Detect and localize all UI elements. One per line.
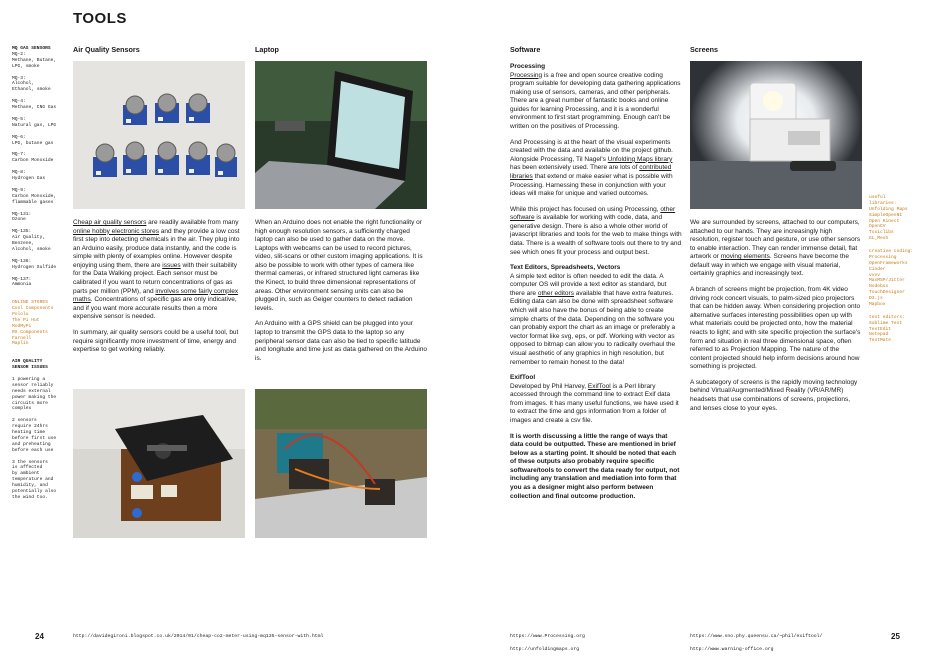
footer-url-unfolding[interactable]: http://unfoldingmaps.org bbox=[510, 647, 580, 652]
software-paragraph-3 bbox=[510, 206, 682, 257]
laptop-paragraph-2: An Arduino with a GPS shield can be plugged into your laptop to transmit the GPS data to the laptop so any peripheral sensor data can also be tied to specific latitude and longitude and time just as data gathered on the Arduino is. bbox=[255, 320, 428, 362]
gas-sensor-item: MQ-8: Hydrogen Gas bbox=[12, 170, 46, 181]
software-paragraph-1 bbox=[510, 72, 682, 132]
air-quality-heading: Air Quality Sensors bbox=[73, 45, 140, 54]
screens-text bbox=[690, 219, 862, 420]
text-span: available that have extra features. Editing data can also be done with spreadsheet software which will also have the bonus of being able to create simple charts of the data. Depending on the software you can probably export the chart as an image or preferably a vector format like svg, eps, or pdf. Working with vector as opposed to bitmap can allow you to radically overhaul the visual aesthetic of any graphics in high resolution, but remember to remain honest to the data! bbox=[510, 289, 676, 366]
creative-coding-list: creative coding: Processing OpenFrameworks Cinder vvvv MaxMSP/Jitter Nodebox TouchDesigner D3.js Mapbox bbox=[869, 249, 914, 307]
useful-libraries-list: useful libraries: Unfolding Maps SimpleOpenNI Open Kinect OpenCV Toxiclibs GL_Mesh bbox=[869, 195, 908, 242]
arduino-laptop-photo bbox=[255, 389, 427, 538]
footer-url-exiftool[interactable]: https://www.sno.phy.queensu.ca/~phil/exiftool/ bbox=[690, 634, 823, 639]
gas-sensor-item: MQ-6: LPG, butane gas bbox=[12, 134, 54, 146]
dust-sensor-photo bbox=[73, 389, 245, 538]
projector-illustration bbox=[690, 61, 862, 209]
other-editors-link[interactable]: other editors bbox=[537, 289, 574, 297]
gas-sensor-item: MQ-7: Carbon Monoxide bbox=[12, 152, 54, 164]
issue-item: 2 sensors require 24hrs heating time before first use and preheating before each use bbox=[12, 418, 57, 453]
left-sidebar bbox=[12, 46, 68, 507]
software-paragraph-4 bbox=[510, 273, 682, 367]
text-span: And Processing is at the heart of the visual experiments created with the data and available on the project github. Alongside Processing, Til Nagel's bbox=[510, 138, 673, 163]
laptop-text bbox=[255, 219, 427, 370]
right-sidebar bbox=[869, 195, 933, 351]
screens-paragraph-2: A branch of screens might be projection, from 4K video driving rock concert visuals, to palm-sized pico projectors that can be hidden away. When considering projection onto alternative surfaces interesting possibilities open up with what materials could be projected onto, how the material reacts to light; and with site specific projection the surface's form and situation in real three dimensional space, often referred to as Projection Mapping. The nature of the content projected should help inform decisions around how something is projected. bbox=[690, 286, 861, 371]
processing-link[interactable]: Processing bbox=[510, 71, 543, 79]
screens-heading: Screens bbox=[690, 45, 718, 54]
gas-sensor-item: MQ-5: Natural gas, LPG bbox=[12, 116, 57, 128]
footer-url-processing[interactable]: https://www.Processing.org bbox=[510, 634, 585, 639]
exiftool-heading: ExifTool bbox=[510, 374, 536, 382]
laptop-paragraph-1: When an Arduino does not enable the right functionality or high enough resolution sensors, a sufficiently charged laptop can also be used to gather data on the move. Laptops with webcams can be used to record pictures, video, slit-scans or other custom imaging applications. It is also be possible to work with other types of camera like thermal cameras, or infrared structured light cameras like the Kinect, to build three dimensional representations of areas. Other environment sensing units can also be plugged in, such as Geiger counters to detect radiation levels. bbox=[255, 219, 423, 312]
text-span: is available for working with code, data, and generative design. There is also a whole other world of javascript libraries and tools for the web to make things with data. There is a wealth of software tools out there to try and see which ones fit your process and output best. bbox=[510, 214, 682, 256]
text-span: are readily available from many bbox=[146, 219, 239, 226]
page-number-left: 24 bbox=[35, 632, 44, 641]
software-paragraph-5 bbox=[510, 383, 682, 426]
laptop-photo bbox=[255, 61, 427, 209]
complex-maths-link[interactable]: involves some fairly complex maths bbox=[73, 287, 239, 304]
text-span: . Screens have become the default way in which we engage with visual material, certainly graphics and increasingly text. bbox=[690, 253, 849, 278]
text-span: is a Perl library accessed through the command line to extract Exif data from images. It has many useful functions, we have used it to extract the time and gps information from a folder of images and create a csv file. bbox=[510, 382, 679, 424]
exiftool-link[interactable]: ExifTool bbox=[587, 382, 611, 390]
air-quality-paragraph-1 bbox=[73, 219, 245, 322]
gas-sensor-item: MQ-131: Ozone bbox=[12, 211, 32, 223]
gas-sensors-photo bbox=[73, 61, 245, 209]
text-editors-heading: Text Editors, Spreadsheets, Vectors bbox=[510, 264, 621, 272]
issue-item: 1 powering a sensor reliably needs external power making the circuits more complex bbox=[12, 377, 57, 412]
dust-sensor-illustration bbox=[73, 389, 245, 538]
footer-url-left[interactable]: http://davidegironi.blogspot.co.uk/2014/01/cheap-co2-meter-using-mq135-sensor-with.html bbox=[73, 634, 324, 639]
text-span: A simple text editor is often needed to edit the data. A computer OS will provide a text editor as standard, but there are bbox=[510, 272, 667, 297]
text-span: Developed by Phil Harvey, bbox=[510, 382, 588, 390]
page-number-right: 25 bbox=[891, 632, 900, 641]
online-stores-list: ONLINE STORES Cool Components Pololu The Pi Hut ModMyPi RS Components Farnell Maplin bbox=[12, 300, 54, 347]
gas-sensor-item: MQ-4: Methane, CNG Gas bbox=[12, 99, 57, 110]
air-quality-paragraph-2: In summary, air quality sensors could be a useful tool, but require significantly more investment of time, energy and expertise to get working reliably. bbox=[73, 328, 239, 354]
moving-elements-link[interactable]: moving elements bbox=[720, 253, 770, 261]
text-span: with their suitability for the Data Walking project. Each sensor must be calibrated if you want to return concentrations of gas as parts per million (PPM), and bbox=[73, 261, 238, 295]
laptop-illustration bbox=[255, 61, 427, 209]
page-title: TOOLS bbox=[73, 10, 127, 27]
issues-link[interactable]: issues bbox=[162, 261, 181, 269]
text-editors-list: text editors: Sublime Text TextEdit Notepad TextMate bbox=[869, 314, 905, 344]
contributed-libraries-link[interactable]: contributed libraries bbox=[510, 164, 672, 180]
projector-photo bbox=[690, 61, 862, 209]
gas-sensor-item: MQ-2: Methane, Butane, LPG, smoke bbox=[12, 51, 57, 69]
online-stores-link[interactable]: online hobby electronic stores bbox=[73, 227, 159, 235]
cheap-sensors-link[interactable]: Cheap air quality sensors bbox=[73, 219, 147, 226]
software-heading: Software bbox=[510, 45, 541, 54]
issue-item: 3 the sensors is affected by ambient temperature and humidity, and potentially also the wind too. bbox=[12, 459, 57, 500]
air-quality-text bbox=[73, 219, 245, 362]
text-span: and they provide a low cost first step into detecting chemicals in the air. They plug into an Arduino easily, produce data instantly, and the code is simple with plenty of examples online. However despite enjoying using them, there are bbox=[73, 227, 240, 269]
screens-paragraph-1 bbox=[690, 219, 862, 279]
gas-sensor-item: MQ-135: Air Quality, Benzene, Alcohol, smoke bbox=[12, 229, 51, 252]
text-span: While this project has focused on using Processing, bbox=[510, 205, 661, 213]
screens-paragraph-3: A subcategory of screens is the rapidly moving technology behind Virtual/Augmented/Mixed Reality (VR/AR/MR) headsets that use combinations of screens, projections, and lenses close to your eyes. bbox=[690, 378, 858, 412]
footer-url-warning[interactable]: http://www.warning-office.org bbox=[690, 647, 774, 652]
other-software-link[interactable]: other software bbox=[510, 205, 676, 222]
gas-sensors-heading: MQ GAS SENSORS bbox=[12, 46, 51, 51]
gas-sensors-illustration bbox=[73, 61, 245, 209]
laptop-heading: Laptop bbox=[255, 45, 279, 54]
arduino-illustration bbox=[255, 389, 427, 538]
unfolding-maps-link[interactable]: Unfolding Maps library bbox=[607, 155, 673, 163]
text-span: . Concentrations of specific gas are only indicative, and if you want more accurate results then a more expensive sensor is needed. bbox=[73, 296, 237, 321]
issues-heading: AIR QUALITY SENSOR ISSUES bbox=[12, 359, 48, 371]
text-span: is a free and open source creative coding program suitable for developing data gathering applications making use of sensors, cameras, and other peripherals. There are a great number of fantastic books and online guides for learning Processing, and it is a wonderful environment to first start programming. Enough can't be written on the positives of Processing. bbox=[510, 71, 681, 131]
gas-sensor-item: MQ-9: Carbon Monoxide, flammable gases bbox=[12, 187, 57, 205]
text-span: has been extensively used. There are lots of bbox=[510, 164, 640, 172]
gas-sensor-item: MQ-137: Ammonia bbox=[12, 276, 32, 288]
text-span: We are surrounded by screens, attached to our computers, attached to our hands. They are increasingly high resolution, register touch and gesture, or use other sensors to enable interaction. They can render immense detail, flat artwork or bbox=[690, 219, 861, 261]
processing-heading: Processing bbox=[510, 63, 546, 70]
software-paragraph-2 bbox=[510, 139, 682, 199]
gas-sensor-item: MQ-3: Alcohol, Ethanol, smoke bbox=[12, 75, 51, 93]
text-span: that extend or make easier what is possible with Processing. Harnessing these in conjunction with your ideas will make for unique and varied outcomes. bbox=[510, 172, 673, 198]
gas-sensor-item: MQ-136: Hydrogen Sulfide bbox=[12, 258, 57, 270]
software-text bbox=[510, 63, 682, 508]
software-paragraph-6: It is worth discussing a little the range of ways that data could be outputted. These are mentioned in brief below as a starting point. It should be noted that each of these outputs also probably require specific software/tools to convert the data ready for output, not including any translation and mediation into form that you as a designer might also perform between collection and final outcome production. bbox=[510, 432, 680, 500]
